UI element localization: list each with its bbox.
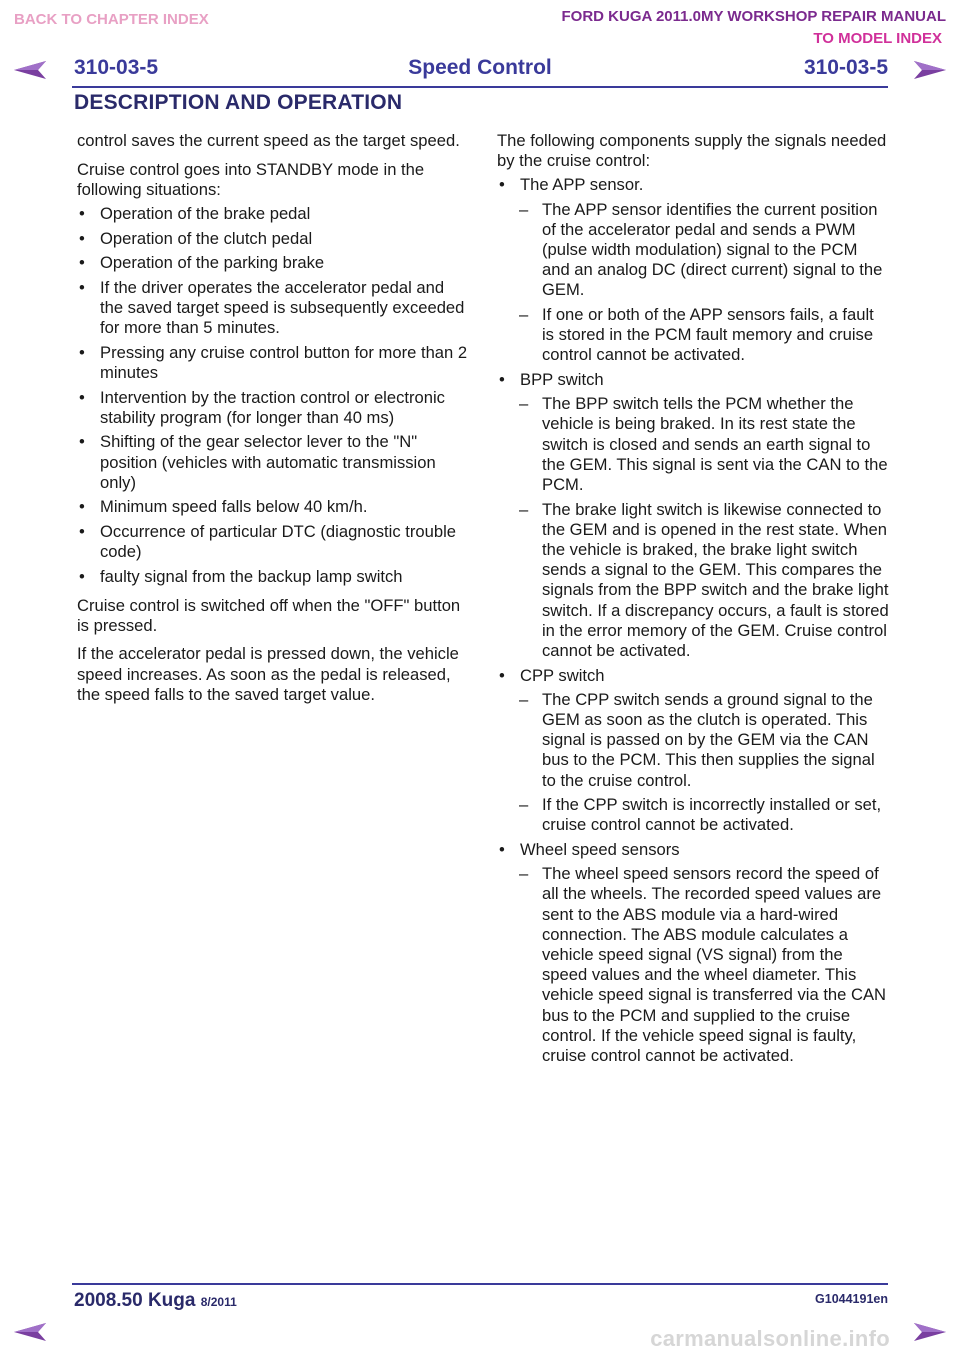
sub-item-text: The BPP switch tells the PCM whether the vehicle is being braked. In its rest state the switch is closed and sends an earth signal to the GEM. This signal is sent via the CAN to the PCM. [542,394,888,495]
section-number-right: 310-03-5 [803,56,888,79]
bullet-mark: • [79,277,85,297]
footer-model [74,1290,237,1312]
list-item [77,253,469,273]
bullet-mark: • [499,665,505,685]
to-model-index-link[interactable]: TO MODEL INDEX [813,30,942,47]
component-title: Wheel speed sensors [520,840,680,860]
list-item-text: Operation of the clutch pedal [100,228,313,248]
previous-page-left-arrow-icon[interactable] [12,1321,48,1343]
bullet-mark: • [79,204,85,224]
sub-item [497,394,889,495]
list-item-text: Intervention by the traction control or electronic stability program (for longer than 40 ms) [100,387,445,427]
list-item-text: Shifting of the gear selector lever to the "N" position (vehicles with automatic transmission only) [100,432,436,492]
model-name: 2008.50 Kuga [74,1290,196,1311]
dash-mark: – [519,689,529,709]
component-title: BPP switch [520,370,604,390]
list-item [77,278,469,339]
list-item [77,343,469,383]
list-item-text: Minimum speed falls below 40 km/h. [100,497,368,517]
bullet-mark: • [79,342,85,362]
list-item-text: Occurrence of particular DTC (diagnostic trouble code) [100,522,456,562]
section-number-left: 310-03-5 [74,56,159,79]
bullet-mark: • [499,370,505,390]
list-item-text: Operation of the brake pedal [100,204,311,224]
sub-item [497,305,889,366]
sub-item-text: The brake light switch is likewise connected to the GEM and is opened in the rest state. When the vehicle is braked, the brake light switch sends a signal to the GEM. This compares the signals from the BPP switch and the brake light switch. If a discrepancy occurs, a fault is stored in the error memory of the GEM. Cruise control cannot be activated. [542,499,889,661]
bullet-mark: • [79,387,85,407]
dash-mark: – [519,795,529,815]
sub-item [497,690,889,791]
bullet-mark: • [499,175,505,195]
right-column [497,131,889,1071]
sub-item [497,500,889,662]
bullet-mark: • [79,228,85,248]
footer-date: 8/2011 [200,1295,237,1309]
sub-item-text: The APP sensor identifies the current position of the accelerator pedal and sends a PWM (pulse width modulation) signal to the PCM and an analog DC (direct current) signal to the GEM. [542,199,883,300]
bullet-mark: • [499,840,505,860]
component-group [497,370,889,661]
paragraph: The following components supply the signals needed by the cruise control: [497,131,887,171]
dash-mark: – [519,199,529,219]
list-item [77,432,469,493]
paragraph: Cruise control is switched off when the "OFF" button is pressed. [77,595,461,635]
manual-title: FORD KUGA 2011.0MY WORKSHOP REPAIR MANUAL [561,8,946,25]
list-item-text: Pressing any cruise control button for more than 2 minutes [100,342,468,383]
back-to-chapter-index-link[interactable]: BACK TO CHAPTER INDEX [14,11,209,28]
sub-item-text: The wheel speed sensors record the speed of all the wheels. The recorded speed values are sent to the ABS module via a hard-wired connection. The ABS module calculates a vehicle speed signal (VS signal) from the speed values and the wheel diameter. This vehicle speed signal is transferred via the CAN bus to the PCM and supplied to the cruise control. If the vehicle speed signal is faulty, cruise control cannot be activated. [542,864,887,1066]
sub-item [497,795,889,835]
paragraph: Cruise control goes into STANDBY mode in the following situations: [77,159,425,199]
list-item [77,522,469,562]
standby-conditions-list [77,204,469,587]
paragraph: If the accelerator pedal is pressed down, the vehicle speed increases. As soon as the pedal is released, the speed falls to the saved target value. [77,644,459,704]
footer-divider [72,1283,888,1285]
bullet-mark: • [79,432,85,452]
bullet-mark: • [79,566,85,586]
sub-list [497,394,889,661]
sub-item-text: If the CPP switch is incorrectly installed or set, cruise control cannot be activated. [542,795,882,835]
list-item-text: Operation of the parking brake [100,253,325,273]
signal-components-list [497,175,889,1066]
header-divider [72,86,888,88]
component-group [497,666,889,836]
list-item-text: faulty signal from the backup lamp switch [100,566,403,586]
sub-item [497,200,889,301]
bullet-mark: • [79,497,85,517]
bullet-mark: • [79,522,85,542]
sub-list [497,690,889,836]
dash-mark: – [519,305,529,325]
page-title: Speed Control [408,56,552,79]
component-title: The APP sensor. [520,175,644,195]
sub-list [497,864,889,1066]
list-item [77,497,469,517]
bullet-mark: • [79,253,85,273]
component-group [497,175,889,365]
sub-item [497,864,889,1066]
sub-list [497,200,889,366]
watermark: carmanualsonline.info [650,1326,890,1351]
dash-mark: – [519,394,529,414]
list-item [77,567,469,587]
dash-mark: – [519,864,529,884]
component-group [497,840,889,1066]
list-item-text: If the driver operates the accelerator pedal and the saved target speed is subsequently exceeded for more than 5 minutes. [100,277,465,338]
list-item [77,229,469,249]
document-code: G1044191en [815,1292,888,1306]
dash-mark: – [519,499,529,519]
component-title: CPP switch [520,665,605,685]
sub-item-text: The CPP switch sends a ground signal to the GEM as soon as the clutch is operated. This signal is passed on by the GEM via the CAN bus to the PCM. This then supplies the signal to the cruise control. [542,689,875,790]
paragraph: control saves the current speed as the target speed. [77,131,460,150]
page-heading: DESCRIPTION AND OPERATION [74,91,403,114]
sub-item-text: If one or both of the APP sensors fails, a fault is stored in the PCM fault memory and cruise control cannot be activated. [542,305,874,365]
list-item [77,388,469,428]
left-column [77,131,469,714]
next-page-right-arrow-icon[interactable] [912,1321,948,1343]
list-item [77,204,469,224]
